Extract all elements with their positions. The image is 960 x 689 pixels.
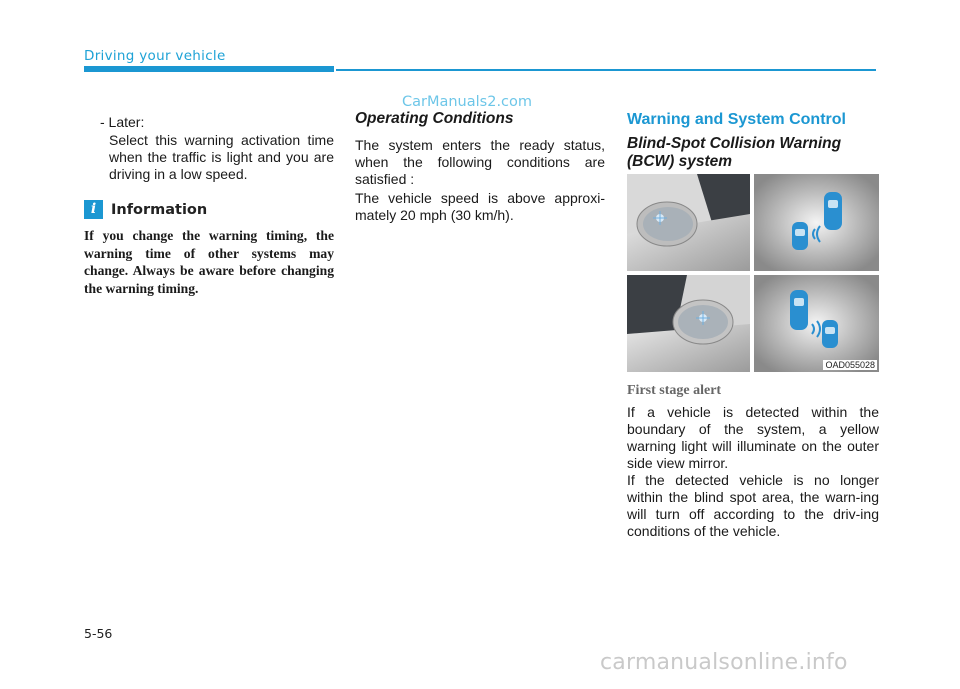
radar-panel-bottom [754,275,879,372]
watermark-link[interactable]: CarManuals2.com [402,94,533,110]
figure-code: OAD055028 [825,360,875,370]
mirror-panel-top [627,174,750,271]
information-heading [84,200,207,219]
operating-conditions-title: Operating Conditions [355,110,514,127]
operating-conditions-text: The system enters the ready status, when the following conditions are satisfied : [355,137,605,187]
header-bar-thick [84,66,334,72]
bcw-illustration [627,174,879,372]
first-stage-text-1: If a vehicle is detected within the boundary of the system, a yellow warning light will illuminate on the outer side view mirror. [627,404,879,471]
bcw-figure [627,174,879,372]
info-icon: i [84,200,103,219]
first-stage-text-2: If the detected vehicle is no longer within the blind spot area, the warn-ing will turn off according to the driv-ing conditions of the vehicle. [627,472,879,539]
section-title: Driving your vehicle [84,48,226,64]
warning-system-title: Warning and System Control [627,111,846,128]
page-number: 5-56 [84,626,113,641]
mirror-panel-bottom [627,275,750,372]
later-description: Select this warning activation time when the traffic is light and you are driving in a low speed. [109,132,334,182]
radar-panel-top [754,174,879,271]
header-bar-thin [336,69,876,71]
information-title: Information [111,201,208,218]
first-stage-title: First stage alert [627,383,722,398]
footer-site-link[interactable]: carmanualsonline.info [600,650,848,675]
later-label: - Later: [100,114,145,130]
bcw-subtitle: Blind-Spot Collision Warning (BCW) system [627,135,842,170]
information-text: If you change the warning timing, the warning time of other systems may change. Always be aware before changing the warning timing. [84,228,334,296]
vehicle-speed-text: The vehicle speed is above approxi-mately 20 mph (30 km/h). [355,190,605,223]
